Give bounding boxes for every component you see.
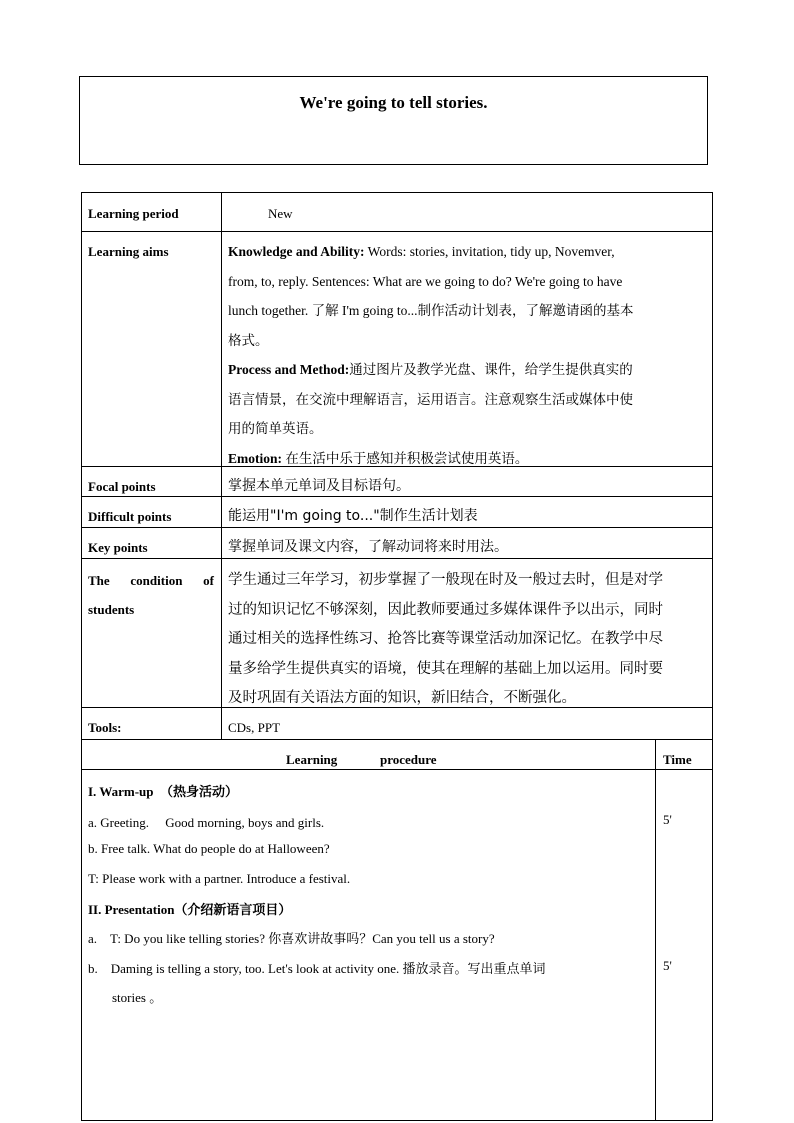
procedure-line-warmup: I. Warm-up （热身活动）: [88, 784, 238, 799]
condition-line: 通过相关的选择性练习、抢答比赛等课堂活动加深记忆。在教学中尽: [228, 631, 663, 647]
condition-label-line2: students: [88, 602, 135, 617]
focal-points-value: 掌握本单元单词及目标语句。: [228, 478, 410, 494]
procedure-line: b. Daming is telling a story, too. Let's look at activity one. 播放录音。写出重点单词: [88, 961, 546, 976]
learning-period-value: New: [268, 206, 293, 221]
aims-line: Process and Method:通过图片及教学光盘、课件，给学生提供真实的: [228, 362, 633, 377]
time-value: 5': [663, 812, 672, 827]
condition-line: 过的知识记忆不够深刻，因此教师要通过多媒体课件予以出示，同时: [228, 601, 663, 618]
condition-line: 及时巩固有关语法方面的知识，新旧结合，不断强化。: [228, 690, 576, 706]
key-points-label: Key points: [88, 540, 148, 555]
condition-line: 量多给学生提供真实的语境，使其在理解的基础上加以运用。同时要: [228, 660, 663, 677]
row-divider: [81, 739, 713, 740]
procedure-line: a. T: Do you like telling stories? 你喜欢讲故事吗？Can you tell us a story?: [88, 931, 495, 946]
key-points-value: 掌握单词及课文内容，了解动词将来时用法。: [228, 539, 508, 555]
aims-line: 用的简单英语。: [228, 421, 323, 436]
learning-aims-content: [228, 237, 708, 473]
row-divider: [81, 769, 713, 770]
focal-points-label: Focal points: [88, 479, 156, 494]
condition-content: [228, 566, 708, 714]
procedure-line: b. Free talk. What do people do at Halloween?: [88, 841, 330, 856]
time-value: 5': [663, 958, 672, 973]
procedure-header-time: Time: [663, 752, 692, 767]
aims-line: from, to, reply. Sentences: What are we going to do? We're going to have: [228, 273, 623, 289]
aims-line: 格式。: [228, 332, 269, 348]
row-divider: [81, 558, 713, 559]
procedure-line-presentation: II. Presentation（介绍新语言项目）: [88, 902, 292, 917]
aims-line: Emotion: 在生活中乐于感知并积极尝试使用英语。: [228, 450, 529, 466]
aims-line: lunch together. 了解 I'm going to...制作活动计划表，了解邀请函的基本: [228, 303, 634, 318]
page-title: We're going to tell stories.: [299, 93, 488, 112]
table-border-bottom: [81, 1120, 713, 1121]
tools-value: CDs, PPT: [228, 720, 281, 735]
learning-period-label: Learning period: [88, 206, 179, 221]
learning-aims-label: Learning aims: [88, 244, 169, 259]
aims-line: 语言情景，在交流中理解语言，运用语言。注意观察生活或媒体中使: [228, 391, 633, 407]
procedure-line: T: Please work with a partner. Introduce a festival.: [88, 871, 351, 886]
title-box: [79, 76, 708, 165]
difficult-points-value: 能运用"I'm going to..."制作生活计划表: [228, 508, 478, 524]
difficult-points-label: Difficult points: [88, 509, 172, 524]
procedure-header-procedure: procedure: [380, 752, 437, 767]
procedure-line: stories 。: [112, 990, 163, 1005]
condition-label-line1: The condition of: [88, 573, 214, 588]
tools-label: Tools:: [88, 720, 122, 735]
row-divider: [81, 527, 713, 528]
procedure-header-learning: Learning: [286, 752, 338, 767]
procedure-line: a. Greeting. Good morning, boys and girls.: [88, 815, 325, 830]
aims-line: Knowledge and Ability: Words: stories, invitation, tidy up, Novemver,: [228, 244, 615, 259]
table-border-right: [712, 192, 713, 1121]
table-border-top: [81, 192, 713, 193]
row-divider: [81, 231, 713, 232]
row-divider: [81, 496, 713, 497]
time-column-divider: [655, 739, 656, 1121]
table-border-left: [81, 192, 82, 1121]
condition-line: 学生通过三年学习，初步掌握了一般现在时及一般过去时，但是对学: [228, 572, 663, 588]
